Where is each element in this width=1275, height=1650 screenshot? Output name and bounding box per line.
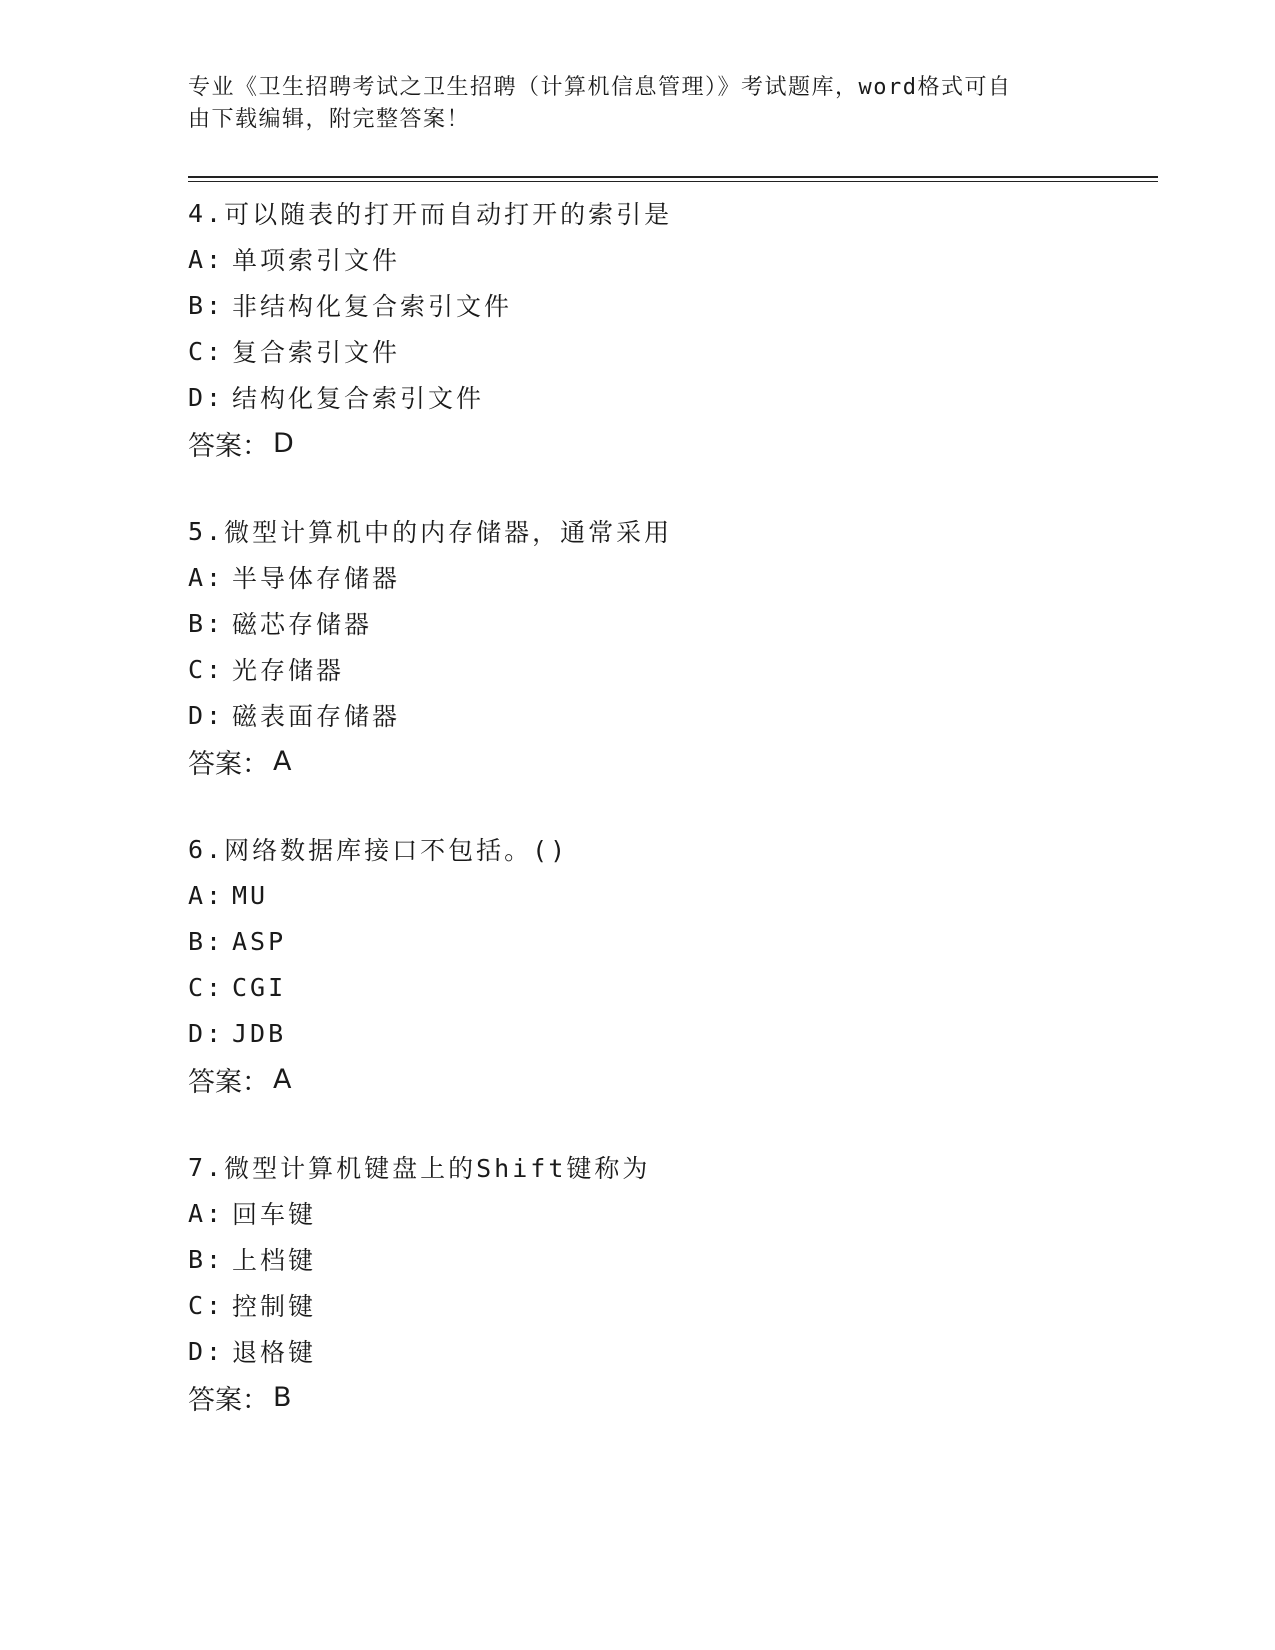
question-4 <box>188 190 1148 466</box>
answer-line <box>188 420 1148 466</box>
option-text: 退格键 <box>232 1338 317 1367</box>
question-number: 4. <box>188 198 225 228</box>
option-letter: D: <box>188 700 225 730</box>
option-letter: D: <box>188 1336 225 1366</box>
answer-line <box>188 738 1148 784</box>
question-stem <box>188 190 1148 236</box>
answer-line <box>188 1056 1148 1102</box>
answer-line <box>188 1374 1148 1420</box>
header-line-2: 由下载编辑，附完整答案！ <box>188 107 471 132</box>
option-text: 磁芯存储器 <box>232 610 373 639</box>
question-text: 微型计算机键盘上的Shift键称为 <box>224 1154 651 1183</box>
option-d <box>188 374 1148 420</box>
option-letter: A: <box>188 562 225 592</box>
answer-value: A <box>273 1063 292 1095</box>
question-stem <box>188 826 1148 872</box>
option-letter: B: <box>188 608 225 638</box>
question-text: 微型计算机中的内存储器，通常采用 <box>224 518 673 547</box>
option-letter: A: <box>188 244 225 274</box>
document-header <box>188 72 1088 136</box>
option-a <box>188 872 1148 918</box>
option-text: 磁表面存储器 <box>232 702 401 731</box>
option-text: 上档键 <box>232 1246 317 1275</box>
header-divider-thin <box>188 181 1158 182</box>
option-letter: B: <box>188 926 225 956</box>
option-a <box>188 554 1148 600</box>
question-text: 网络数据库接口不包括。() <box>224 836 569 865</box>
option-d <box>188 1010 1148 1056</box>
option-letter: B: <box>188 1244 225 1274</box>
option-text: 非结构化复合索引文件 <box>232 292 513 321</box>
option-text: CGI <box>232 972 287 1002</box>
option-c <box>188 964 1148 1010</box>
option-letter: C: <box>188 1290 225 1320</box>
option-b <box>188 1236 1148 1282</box>
option-text: JDB <box>232 1018 287 1048</box>
question-number: 7. <box>188 1152 225 1182</box>
option-text: 复合索引文件 <box>232 338 401 367</box>
option-b <box>188 918 1148 964</box>
option-a <box>188 1190 1148 1236</box>
answer-value: A <box>273 745 292 777</box>
option-text: ASP <box>232 926 287 956</box>
answer-label: 答案： <box>188 1066 269 1098</box>
option-text: 单项索引文件 <box>232 246 401 275</box>
option-c <box>188 646 1148 692</box>
header-line-1: 专业《卫生招聘考试之卫生招聘（计算机信息管理）》考试题库，word格式可自 <box>188 75 1012 100</box>
option-a <box>188 236 1148 282</box>
answer-label: 答案： <box>188 748 269 780</box>
option-text: 结构化复合索引文件 <box>232 384 485 413</box>
option-letter: D: <box>188 1018 225 1048</box>
option-text: 光存储器 <box>232 656 345 685</box>
answer-value: B <box>273 1381 292 1413</box>
option-d <box>188 692 1148 738</box>
question-7 <box>188 1144 1148 1420</box>
option-b <box>188 282 1148 328</box>
header-divider-thick <box>188 176 1158 178</box>
question-number: 5. <box>188 516 225 546</box>
option-letter: D: <box>188 382 225 412</box>
question-6 <box>188 826 1148 1102</box>
question-text: 可以随表的打开而自动打开的索引是 <box>224 200 673 229</box>
option-letter: A: <box>188 1198 225 1228</box>
option-letter: B: <box>188 290 225 320</box>
answer-label: 答案： <box>188 430 269 462</box>
question-list <box>188 190 1148 1462</box>
option-letter: C: <box>188 336 225 366</box>
option-c <box>188 1282 1148 1328</box>
option-text: 回车键 <box>232 1200 317 1229</box>
option-c <box>188 328 1148 374</box>
option-d <box>188 1328 1148 1374</box>
option-letter: C: <box>188 654 225 684</box>
question-5 <box>188 508 1148 784</box>
question-number: 6. <box>188 834 225 864</box>
answer-label: 答案： <box>188 1384 269 1416</box>
option-b <box>188 600 1148 646</box>
option-text: 控制键 <box>232 1292 317 1321</box>
option-letter: A: <box>188 880 225 910</box>
question-stem <box>188 1144 1148 1190</box>
answer-value: D <box>273 427 294 459</box>
option-text: 半导体存储器 <box>232 564 401 593</box>
option-text: MU <box>232 880 269 910</box>
option-letter: C: <box>188 972 225 1002</box>
question-stem <box>188 508 1148 554</box>
